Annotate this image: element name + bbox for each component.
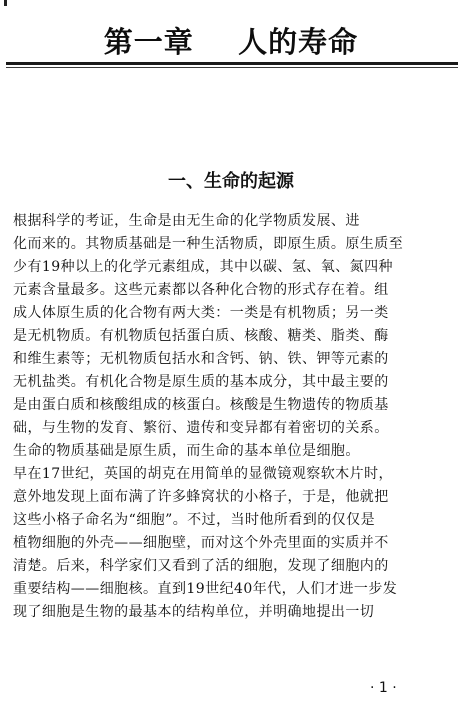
text-line: 础，与生物的发育、繁衍、遗传和变异都有着密切的关系。 [13,420,389,436]
text-line: 根据科学的考证，生命是由无生命的化学物质发展、进 [13,213,360,229]
text-line: 无机盐类。有机化合物是原生质的基本成分，其中最主要的 [13,374,389,390]
text-line: 是由蛋白质和核酸组成的核蛋白。核酸是生物遗传的物质基 [13,397,389,413]
scan-mark [4,0,7,6]
text-line: 元素含量最多。这些元素都以各种化合物的形式存在着。组 [13,282,389,298]
text-line: 化而来的。其物质基础是一种生活物质，即原生质。原生质至 [13,236,404,252]
page-number: · 1 · [370,680,397,696]
section-title: 一、生命的起源 [168,171,294,192]
text-line: 清楚。后来，科学家们又看到了活的细胞，发现了细胞内的 [13,558,389,574]
text-line: 是无机物质。有机物质包括蛋白质、核酸、糖类、脂类、酶 [13,328,389,344]
body-text [13,210,453,624]
text-line: 意外地发现上面布满了许多蜂窝状的小格子，于是，他就把 [13,489,389,505]
chapter-rule-thick [6,62,458,65]
text-line: 成人体原生质的化合物有两大类：一类是有机物质；另一类 [13,305,389,321]
text-line: 重要结构——细胞核。直到19世纪40年代，人们才进一步发 [13,581,398,597]
text-line: 生命的物质基础是原生质，而生命的基本单位是细胞。 [13,443,360,459]
text-line: 这些小格子命名为“细胞”。不过，当时他所看到的仅仅是 [13,512,376,528]
text-line: 少有19种以上的化学元素组成，其中以碳、氢、氧、氮四种 [13,259,393,275]
chapter-title: 第一章 人的寿命 [103,25,359,59]
chapter-rule-thin [6,67,458,68]
text-line: 和维生素等；无机物质包括水和含钙、钠、铁、钾等元素的 [13,351,389,367]
text-line: 早在17世纪，英国的胡克在用简单的显微镜观察软木片时， [13,466,393,482]
text-line: 植物细胞的外壳——细胞壁，而对这个外壳里面的实质并不 [13,535,389,551]
text-line: 现了细胞是生物的最基本的结构单位，并明确地提出一切 [13,604,375,620]
